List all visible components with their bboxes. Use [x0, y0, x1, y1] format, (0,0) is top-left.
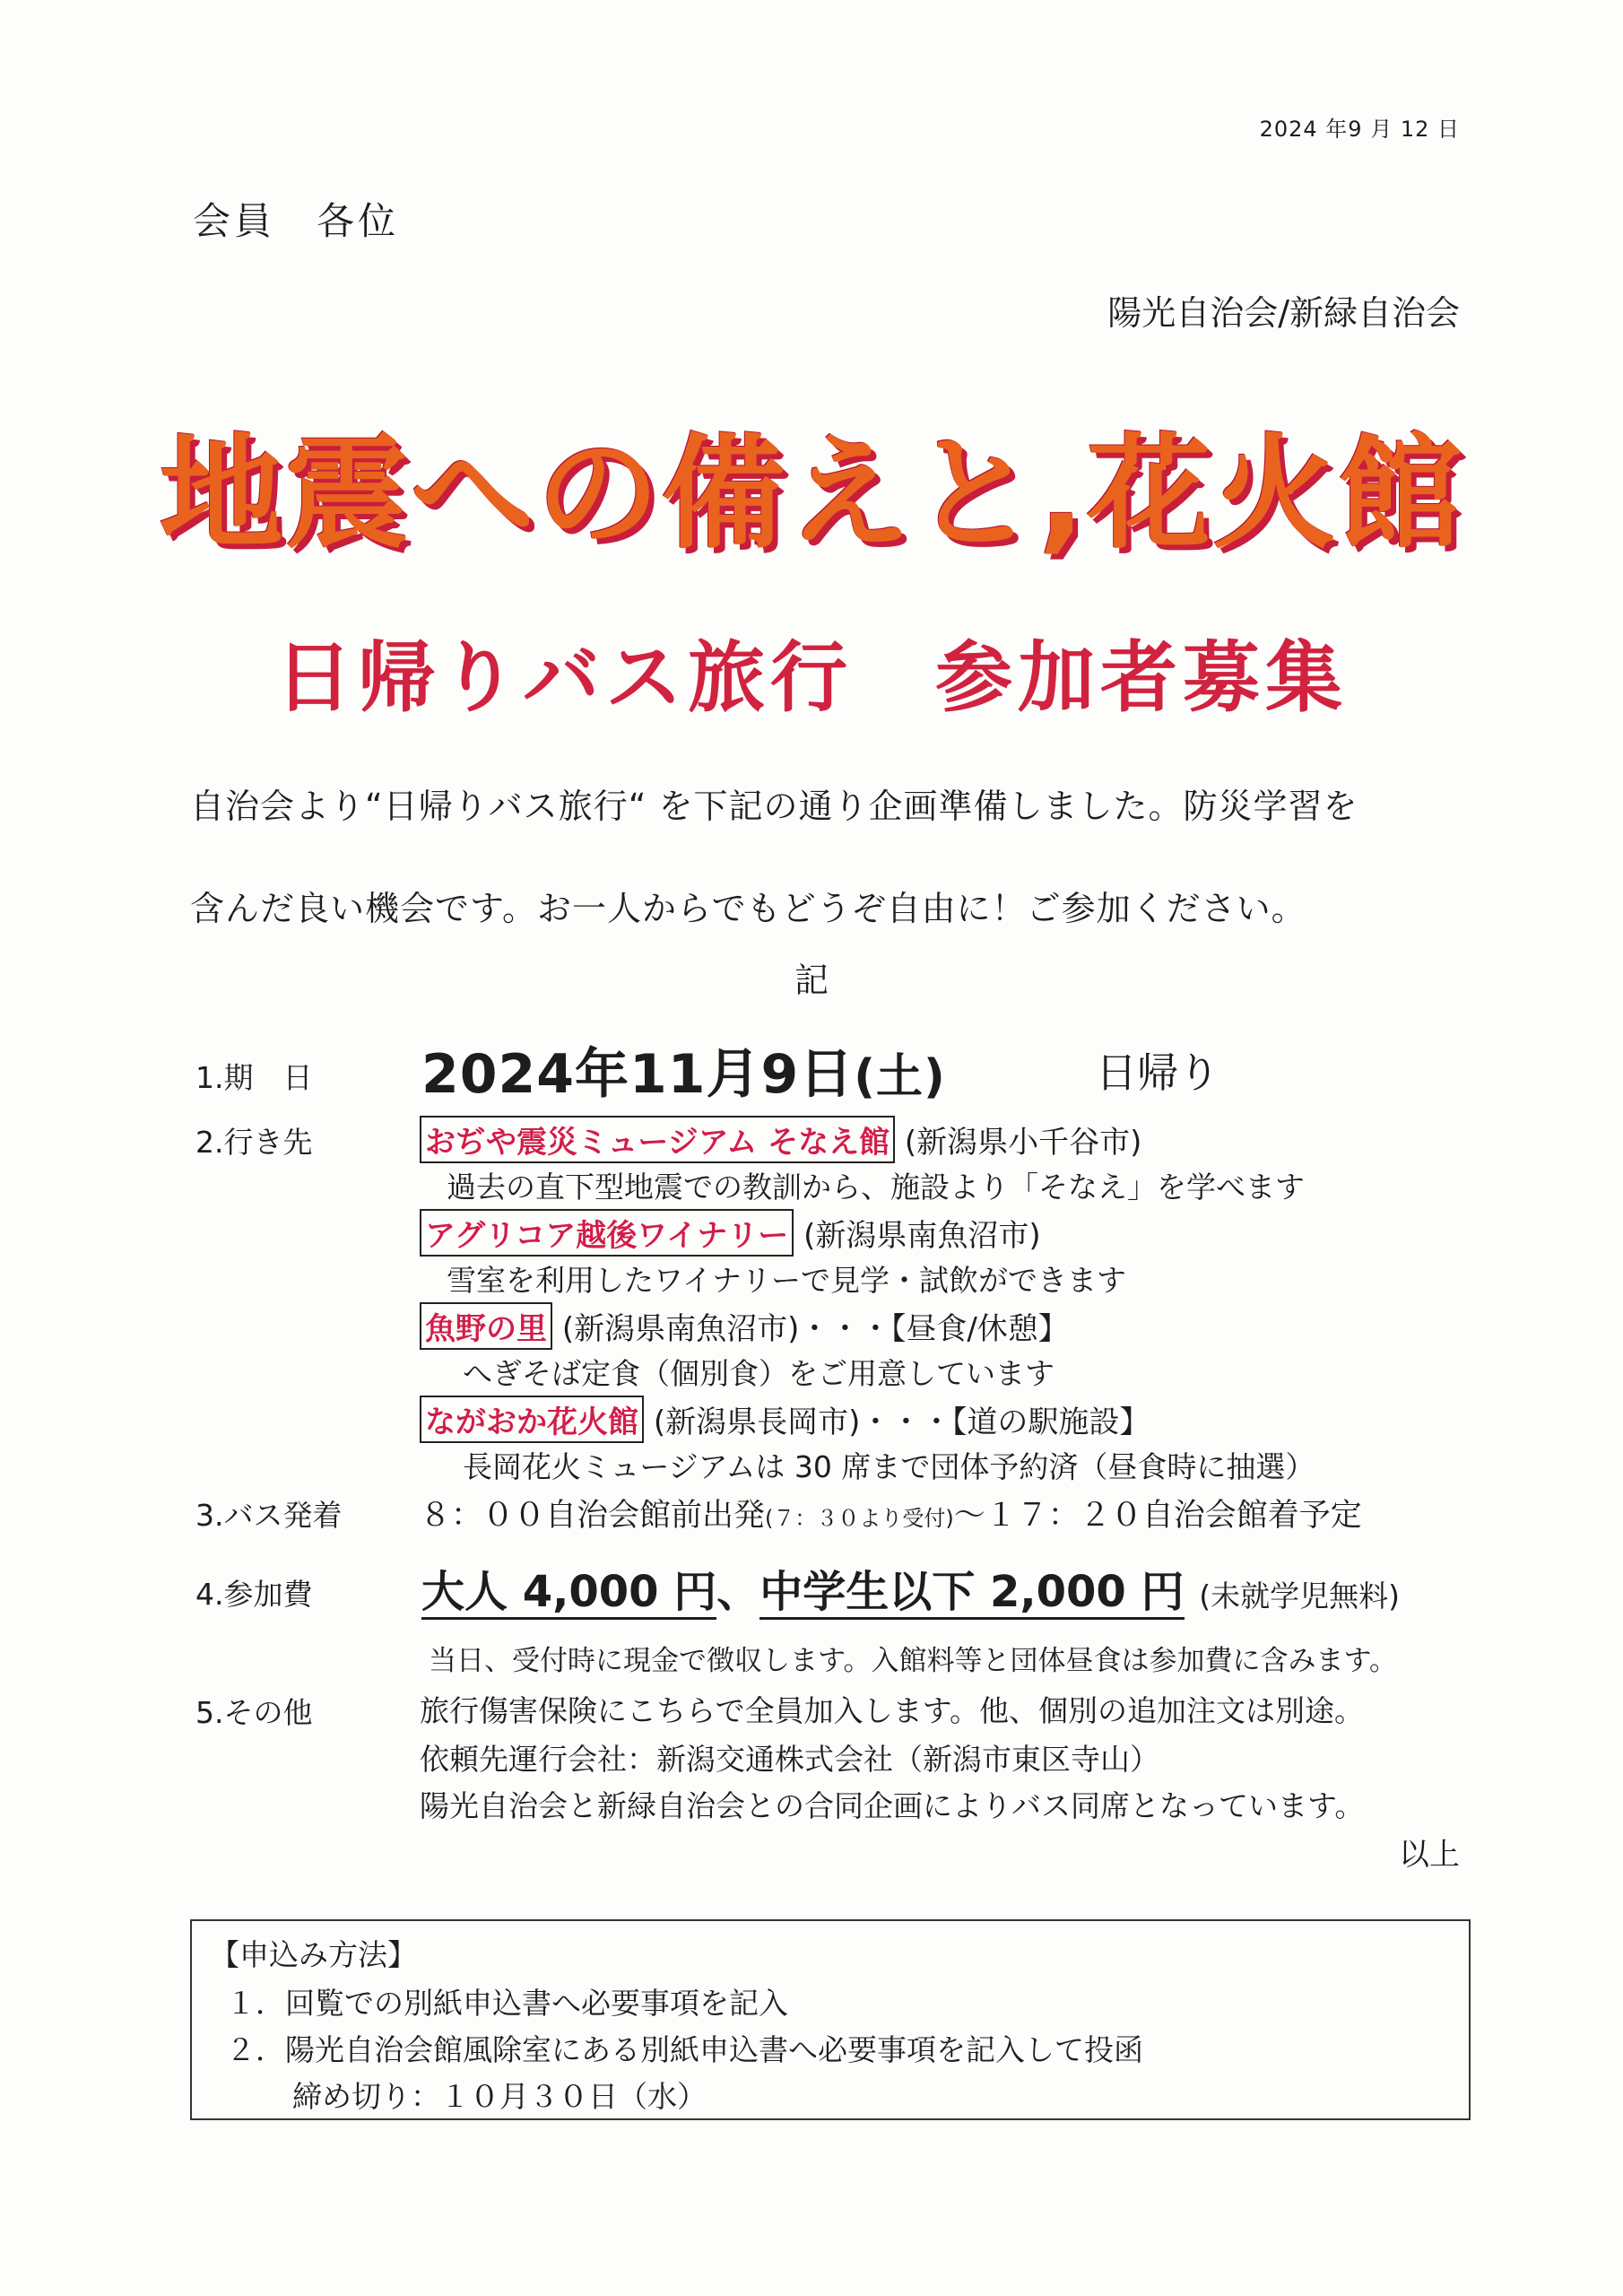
destination-name: ながおか花火館: [420, 1396, 644, 1443]
bus-arrive: ～１７：２０自治会館着予定: [953, 1498, 1362, 1534]
other-line-3: 陽光自治会と新緑自治会との合同企画によりバス同席となっています。: [420, 1788, 1365, 1823]
application-step-2: ２．陽光自治会館風除室にある別紙申込書へ必要事項を記入して投函: [226, 2032, 1143, 2067]
fee-junior: 中学生以下 2,000 円: [759, 1567, 1184, 1620]
application-box: [190, 1919, 1471, 2120]
sub-title: 日帰りバス旅行 参加者募集: [275, 633, 1348, 723]
bus-label: 3.バス発着: [195, 1498, 343, 1533]
event-date-value: 2024年11月9日: [421, 1043, 855, 1106]
fee-adult: 大人 4,000 円: [421, 1567, 716, 1620]
application-title: 【申込み方法】: [210, 1937, 417, 1972]
destination-desc: 長岡花火ミュージアムは 30 席まで団体予約済（昼食時に抽選）: [463, 1449, 1315, 1484]
destination-name: アグリコア越後ワイナリー: [420, 1209, 794, 1257]
destination-name: おぢや震災ミュージアム そなえ館: [420, 1116, 895, 1163]
document-date: 2024 年9 月 12 日: [1259, 117, 1460, 142]
fee-detail: 当日、受付時に現金で徴収します。入館料等と団体昼食は参加費に含みます。: [429, 1645, 1398, 1677]
destination-desc: 過去の直下型地震での教訓から、施設より「そなえ」を学べます: [447, 1170, 1305, 1205]
destination-location: (新潟県長岡市): [653, 1405, 861, 1440]
intro-paragraph: [190, 755, 1358, 960]
destination-3: [420, 1302, 1069, 1350]
fee-note: (未就学児無料): [1199, 1578, 1401, 1613]
trip-type: 日帰り: [1096, 1048, 1219, 1097]
addressee: 会員 各位: [193, 199, 400, 243]
intro-line-2: 含んだ良い機会です。お一人からでもどうぞ自由に！ご参加ください。: [190, 889, 1306, 928]
event-day: (土): [854, 1050, 946, 1104]
application-step-1: １．回覧での別紙申込書へ必要事項を記入: [226, 1986, 788, 2021]
destination-location: (新潟県小千谷市): [904, 1125, 1142, 1161]
destination-name: 魚野の里: [420, 1302, 552, 1350]
ki-heading: 記: [794, 961, 829, 1000]
bus-schedule: [420, 1491, 1362, 1535]
other-line-2: 依頼先運行会社：新潟交通株式会社（新潟市東区寺山）: [420, 1742, 1159, 1777]
application-deadline: 締め切り：１０月３０日（水）: [292, 2079, 707, 2114]
destination-desc: へぎそば定食（個別食）をご用意しています: [463, 1356, 1055, 1391]
destination-extra: ・・・【道の駅施設】: [860, 1405, 1150, 1440]
closing-ijo: 以上: [1399, 1837, 1460, 1873]
main-title: 地震への備えと,花火館: [159, 422, 1464, 566]
bus-reception: (７：３０より受付): [765, 1506, 954, 1531]
destination-desc: 雪室を利用したワイナリーで見学・試飲ができます: [447, 1263, 1127, 1298]
sender: 陽光自治会/新緑自治会: [1107, 293, 1460, 333]
date-label: 1.期 日: [195, 1060, 313, 1095]
event-date: [421, 1031, 946, 1109]
other-line-1: 旅行傷害保険にこちらで全員加入します。他、個別の追加注文は別途。: [420, 1693, 1365, 1728]
destination-location: (新潟県南魚沼市): [803, 1218, 1041, 1254]
destination-1: [420, 1116, 1141, 1163]
fee-amounts: [421, 1557, 1400, 1619]
destination-location: (新潟県南魚沼市): [561, 1311, 800, 1347]
intro-line-1: 自治会より“日帰りバス旅行“ を下記の通り企画準備しました。防災学習を: [190, 787, 1358, 826]
destination-4: [420, 1396, 1150, 1443]
fee-label: 4.参加費: [195, 1577, 313, 1612]
other-label: 5.その他: [195, 1695, 313, 1730]
bus-depart: ８：００自治会館前出発: [420, 1498, 766, 1534]
fee-separator: 、: [716, 1567, 760, 1617]
destination-extra: ・・・【昼食/休憩】: [799, 1311, 1069, 1347]
destination-label: 2.行き先: [195, 1125, 313, 1160]
destination-2: [420, 1209, 1041, 1257]
